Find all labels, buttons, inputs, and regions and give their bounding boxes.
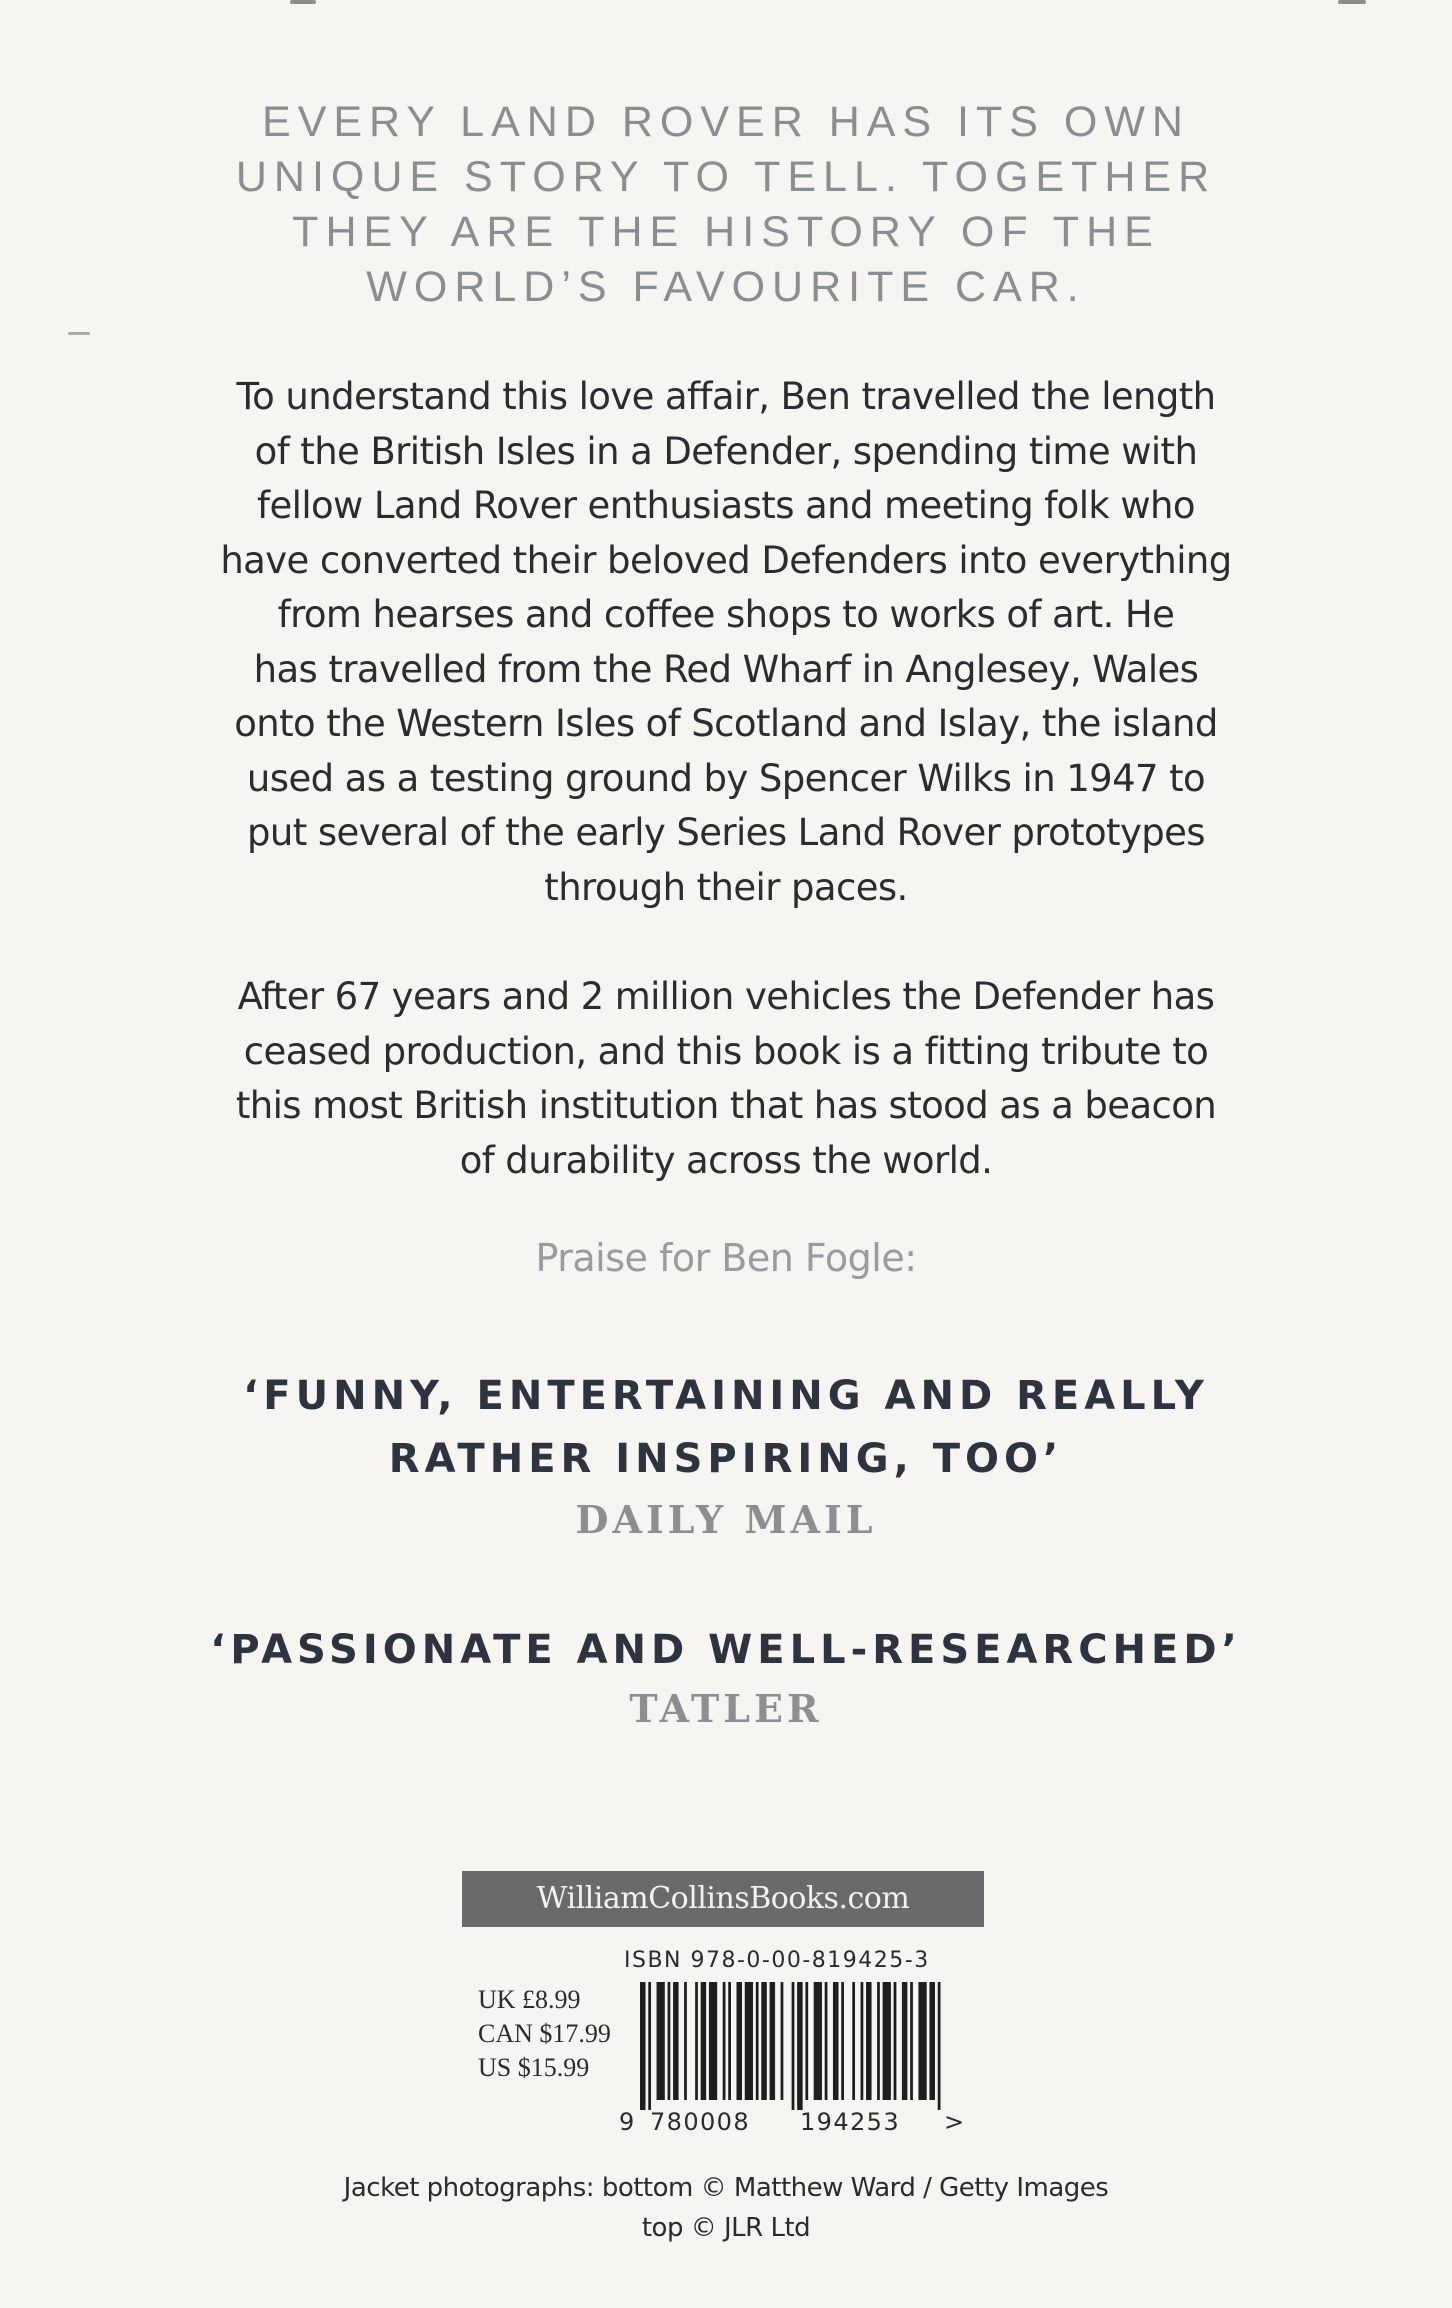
paragraph-line: has travelled from the Red Wharf in Anglesey, Wales [253,647,1199,691]
paragraph-line: of durability across the world. [459,1138,993,1182]
paragraph-line: fellow Land Rover enthusiasts and meeting folk who [257,484,1195,527]
barcode-bar [736,1982,742,2100]
barcode-bar [723,1982,726,2100]
description-paragraph-1 [120,370,1332,915]
barcode-digits-left: 780008 [650,2108,751,2136]
price-uk: UK £8.99 [478,1985,581,2014]
barcode-bar [814,1982,822,2100]
isbn-label: ISBN 978-0-00-819425-3 [624,1948,930,1973]
barcode-bar [648,1982,651,2110]
tagline-line: UNIQUE STORY TO TELL. TOGETHER [235,153,1217,201]
price-list [478,1983,611,2085]
credit-line: Jacket photographs: bottom © Matthew Ward / Getty Images [343,2173,1109,2203]
barcode-bar [918,1982,926,2100]
quote-line: ‘PASSIONATE AND WELL-RESEARCHED’ [210,1627,1242,1673]
quote-source-2: TATLER [629,1686,823,1731]
left-edge-mark [68,332,90,335]
barcode-bar [805,1982,808,2100]
barcode-bar [668,1982,671,2100]
barcode-bar [894,1982,897,2100]
paragraph-line: used as a testing ground by Spencer Wilks in 1947 to [246,756,1206,800]
paragraph-line: have converted their beloved Defenders into everything [220,538,1232,582]
price-can: CAN $17.99 [478,2019,611,2048]
barcode-bar [883,1982,891,2100]
paragraph-line: from hearses and coffee shops to works of art. He [277,593,1175,636]
barcode-bar [640,1982,646,2110]
barcode-bar [877,1982,880,2100]
barcode-bar [701,1982,707,2100]
barcode-bar [770,1982,776,2100]
tagline [0,95,1452,315]
barcode-digits-right: 194253 [800,2108,901,2136]
barcode-bar [709,1982,717,2100]
barcode-bar [852,1982,855,2100]
top-left-mark [290,0,316,4]
paragraph-line: After 67 years and 2 million vehicles the Defender has [237,975,1215,1018]
quote-line: ‘FUNNY, ENTERTAINING AND REALLY [243,1373,1209,1419]
barcode-bar [910,1982,913,2100]
barcode-bar [825,1982,828,2100]
barcode-arrow: > [944,2108,965,2136]
barcode-bar [929,1982,935,2100]
barcode-digit-first: 9 [619,2108,635,2136]
tagline-line: WORLD’S FAVOURITE CAR. [366,263,1086,311]
paragraph-line: onto the Western Isles of Scotland and Islay, the island [234,702,1218,745]
top-right-mark [1338,0,1366,4]
barcode-bar [797,1982,803,2110]
barcode-bar [833,1982,839,2100]
description-paragraph-2 [120,970,1332,1188]
barcode-bar [745,1982,753,2100]
barcode-bar [695,1982,698,2100]
praise-quote-1 [0,1365,1452,1491]
paragraph-line: To understand this love affair, Ben travelled the length [236,375,1216,418]
price-us: US $15.99 [478,2053,590,2082]
barcode-bar [938,1982,941,2110]
barcode-bar [761,1982,767,2100]
barcode-bar [657,1982,665,2100]
quote-source-1: DAILY MAIL [575,1497,877,1542]
publisher-website: WilliamCollinsBooks.com [462,1871,984,1927]
barcode-bar [902,1982,908,2100]
barcode-bar [866,1982,872,2100]
barcode-bar [728,1982,731,2100]
tagline-line: EVERY LAND ROVER HAS ITS OWN [262,98,1190,146]
barcode-bar [781,1982,784,2100]
paragraph-line: through their paces. [544,865,908,909]
barcode [640,1982,946,2110]
barcode-bar [756,1982,759,2100]
barcode-bar [841,1982,844,2100]
paragraph-line: ceased production, and this book is a fitting tribute to [243,1029,1209,1073]
barcode-bar [684,1982,687,2100]
barcode-bar [792,1982,795,2110]
paragraph-line: put several of the early Series Land Rover prototypes [247,811,1205,854]
praise-quote-2 [0,1619,1452,1682]
quote-line: RATHER INSPIRING, TOO’ [388,1436,1064,1482]
barcode-bar [861,1982,864,2100]
paragraph-line: of the British Isles in a Defender, spending time with [254,429,1198,473]
photo-credits [0,2168,1452,2248]
credit-line: top © JLR Ltd [641,2213,811,2243]
tagline-line: THEY ARE THE HISTORY OF THE [292,208,1160,256]
paragraph-line: this most British institution that has stood as a beacon [235,1084,1217,1127]
barcode-bar [673,1982,679,2100]
praise-heading: Praise for Ben Fogle: [535,1236,917,1280]
